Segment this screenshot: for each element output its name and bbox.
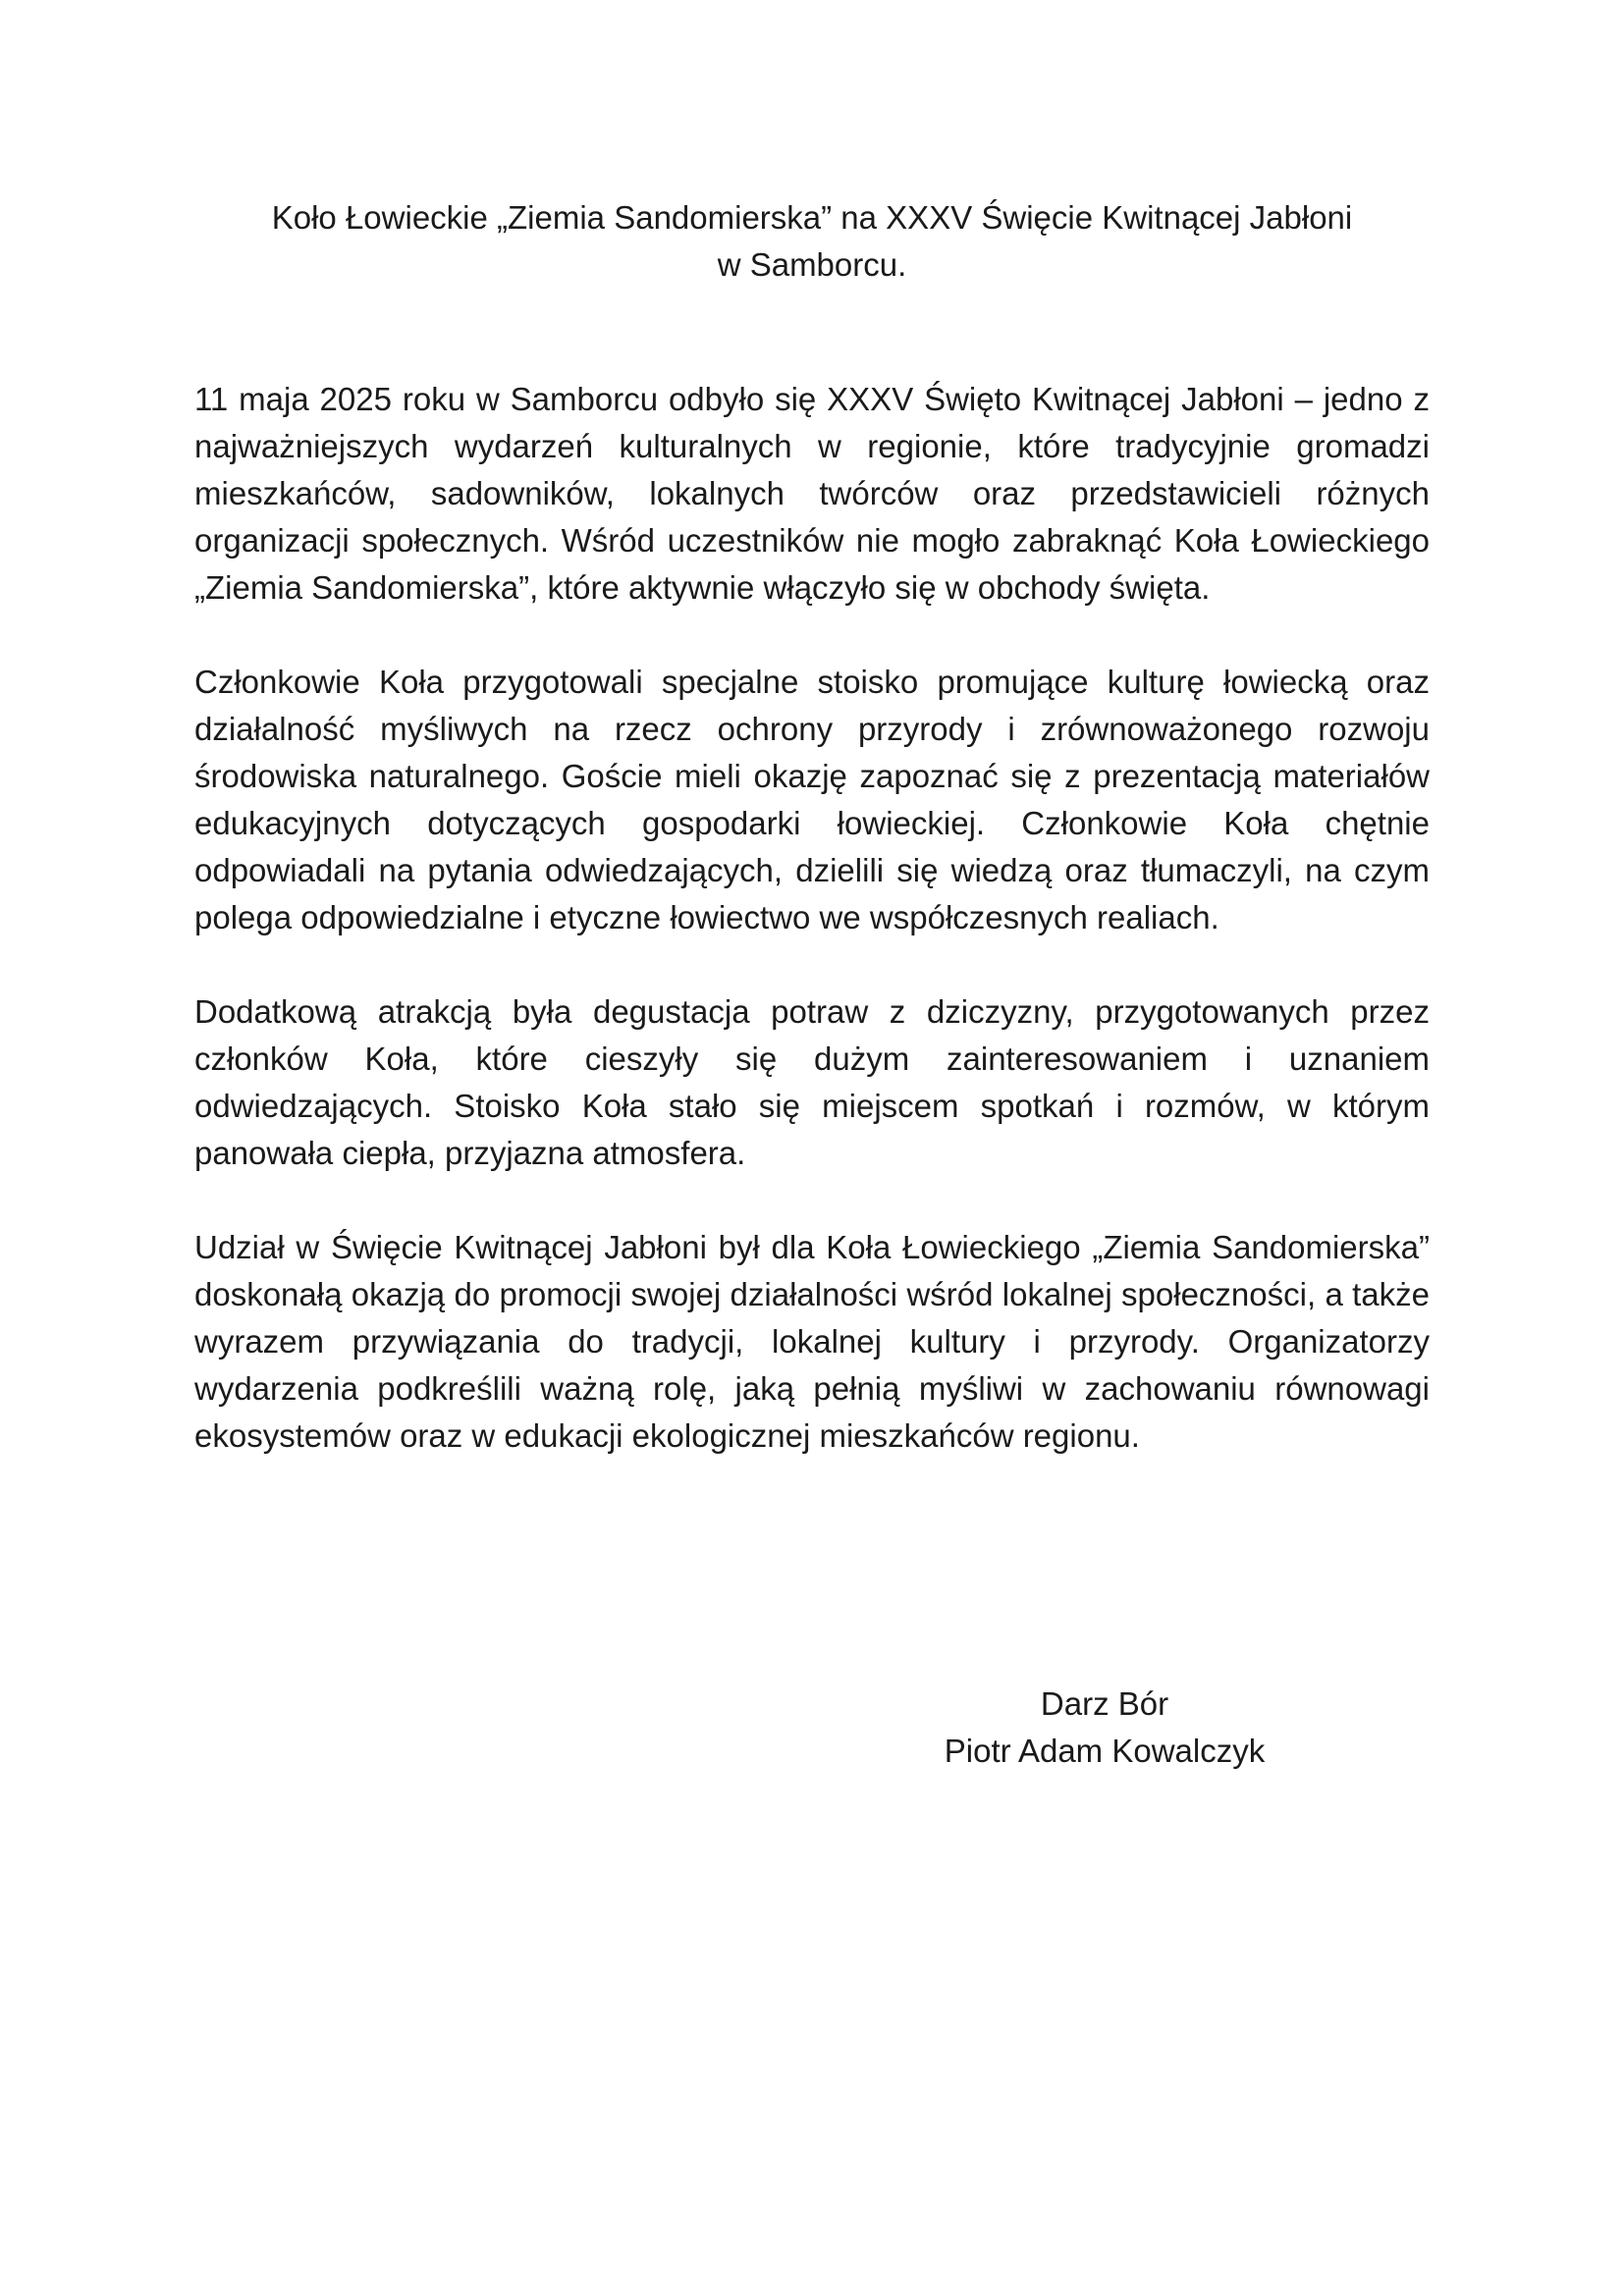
title-line-1: Koło Łowieckie „Ziemia Sandomierska” na XXXV Święcie Kwitnącej Jabłoni — [271, 199, 1353, 236]
signature-greeting: Darz Bór — [1040, 1685, 1169, 1722]
document-body — [194, 376, 1430, 1507]
signature-author: Piotr Adam Kowalczyk — [944, 1733, 1266, 1769]
signature-block — [884, 1681, 1326, 1775]
title-line-2: w Samborcu. — [717, 246, 907, 283]
paragraph-3: Dodatkową atrakcją była degustacja potraw z dziczyzny, przygotowanych przez członków Koła, które cieszyły się dużym zainteresowaniem i uznaniem odwiedzających. Stoisko Koła stało się miejscem spotkań i rozmów, w którym panowała ciepła, przyjazna atmosfera. — [194, 993, 1430, 1171]
paragraph-4: Udział w Święcie Kwitnącej Jabłoni był dla Koła Łowieckiego „Ziemia Sandomierska” doskonałą okazją do promocji swojej działalności wśród lokalnej społeczności, a także wyrazem przywiązania do tradycji, lokalnej kultury i przyrody. Organizatorzy wydarzenia podkreślili ważną rolę, jaką pełnią myśliwi w zachowaniu równowagi ekosystemów oraz w edukacji ekologicznej mieszkańców regionu. — [194, 1229, 1430, 1454]
paragraph-1: 11 maja 2025 roku w Samborcu odbyło się XXXV Święto Kwitnącej Jabłoni – jedno z najważniejszych wydarzeń kulturalnych w regionie, które tradycyjnie gromadzi mieszkańców, sadowników, lokalnych twórców oraz przedstawicieli różnych organizacji społecznych. Wśród uczestników nie mogło zabraknąć Koła Łowieckiego „Ziemia Sandomierska”, które aktywnie włączyło się w obchody święta. — [194, 381, 1430, 606]
paragraph-2: Członkowie Koła przygotowali specjalne stoisko promujące kulturę łowiecką oraz działalność myśliwych na rzecz ochrony przyrody i zrównoważonego rozwoju środowiska naturalnego. Goście mieli okazję zapoznać się z prezentacją materiałów edukacyjnych dotyczących gospodarki łowieckiej. Członkowie Koła chętnie odpowiadali na pytania odwiedzających, dzielili się wiedzą oraz tłumaczyli, na czym polega odpowiedzialne i etyczne łowiectwo we współczesnych realiach. — [194, 664, 1430, 935]
document-title — [192, 194, 1432, 289]
